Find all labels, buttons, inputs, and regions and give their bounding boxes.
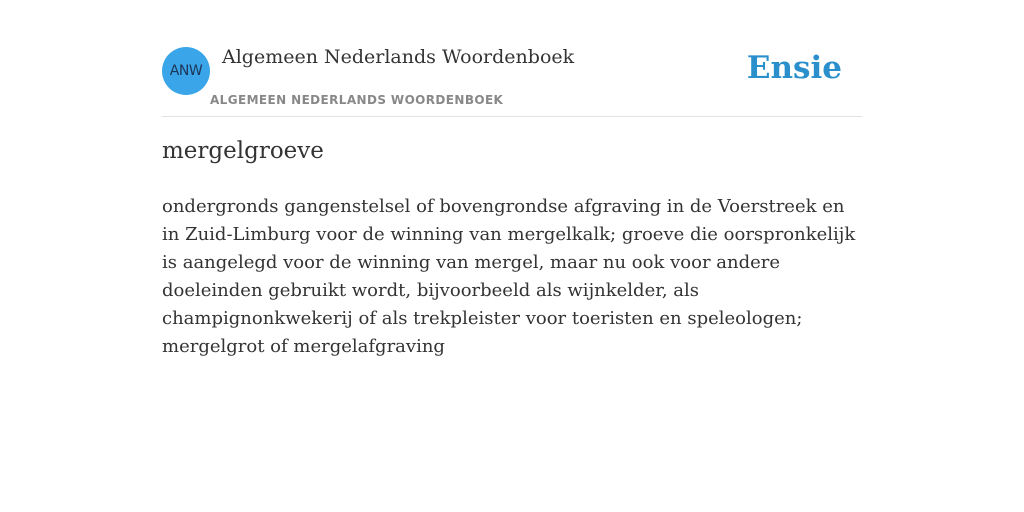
brand-logo-link[interactable]: Ensie bbox=[746, 50, 842, 86]
entry-definition: ondergronds gangenstelsel of bovengrondse afgraving in de Voerstreek en in Zuid-Limburg voor de winning van mergelkalk; groeve die oorspronkelijk is aangelegd voor de winning van mergel, maar nu ook voor andere doeleinden gebruikt wordt, bijvoorbeeld als wijnkelder, als champignonkwekerij of als trekpleister voor toeristen en speleologen; mergelgrot of mergelafgraving bbox=[162, 196, 856, 357]
source-logo-text: ANW bbox=[169, 63, 203, 79]
source-title[interactable]: Algemeen Nederlands Woordenboek bbox=[222, 46, 575, 68]
entry-term: mergelgroeve bbox=[162, 138, 324, 164]
source-subtitle: ALGEMEEN NEDERLANDS WOORDENBOEK bbox=[210, 93, 504, 107]
source-header bbox=[162, 40, 862, 117]
source-logo[interactable] bbox=[162, 47, 210, 95]
